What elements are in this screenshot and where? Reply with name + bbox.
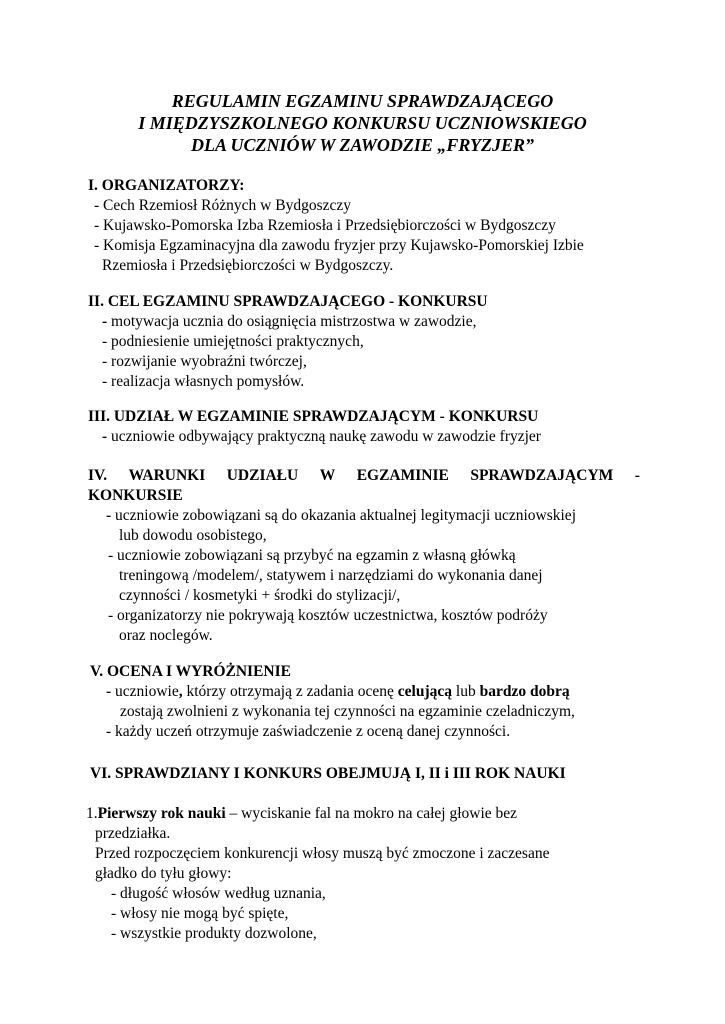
section-goal — [88, 292, 648, 392]
numbered-item — [86, 804, 646, 824]
section-heading: II. CEL EGZAMINU SPRAWDZAJĄCEGO - KONKURSU — [88, 293, 488, 310]
section-participation — [88, 407, 648, 447]
section-heading: V. OCENA I WYRÓŻNIENIE — [90, 663, 291, 680]
item-text: – wyciskanie fal na mokro na całej głowie bez — [225, 805, 518, 822]
list-item: - uczniowie zobowiązani są przybyć na egzamin z własną główką — [108, 547, 516, 564]
list-item: - każdy uczeń otrzymuje zaświadczenie z oceną danej czynności. — [106, 723, 511, 740]
heading-word: EGZAMINIE — [356, 467, 449, 484]
section-heading: I. ORGANIZATORZY: — [88, 177, 245, 194]
list-item — [88, 427, 648, 447]
list-item: - Komisja Egzaminacyjna dla zawodu fryzjer przy Kujawsko-Pomorskiej Izbie — [94, 237, 584, 254]
list-item-text: uczniowie odbywający praktyczną naukę zawodu w zawodzie fryzjer — [111, 428, 541, 445]
section-first-year — [86, 804, 646, 944]
section-heading: III. UDZIAŁ W EGZAMINIE SPRAWDZAJĄCYM - KONKURSU — [88, 408, 539, 425]
paragraph-line: Przed rozpoczęciem konkurencji włosy muszą być zmoczone i zaczesane — [95, 845, 550, 862]
title-line-2: I MIĘDZYSZKOLNEGO KONKURSU UCZNIOWSKIEGO — [138, 113, 587, 133]
document-title — [60, 90, 665, 156]
list-item: - uczniowie, którzy otrzymają z zadania ocenę celującą lub bardzo dobrą — [106, 683, 570, 700]
section-conditions — [88, 466, 648, 646]
list-item-text: uczniowie zobowiązani są do okazania aktualnej legitymacji uczniowskiej — [115, 507, 576, 524]
bullet-dash: - — [106, 683, 112, 700]
heading-word: IV. — [88, 467, 108, 484]
paragraph-line: gładko do tyłu głowy: — [95, 865, 232, 882]
heading-word: WARUNKI — [128, 467, 206, 484]
bullet-dash: - — [106, 507, 112, 524]
heading-word: SPRAWDZAJĄCYM — [470, 467, 614, 484]
paragraph-line: przedziałka. — [95, 825, 171, 842]
list-item: - realizacja własnych pomysłów. — [102, 373, 305, 390]
list-item — [88, 312, 648, 332]
list-item: - włosy nie mogą być spięte, — [111, 905, 289, 922]
section-heading-line-2: KONKURSIE — [88, 487, 183, 504]
list-item — [88, 506, 648, 526]
list-item: - wszystkie produkty dozwolone, — [111, 925, 317, 942]
section-heading — [88, 466, 640, 486]
list-item-continuation: treningową /modelem/, statywem i narzędziami do wykonania danej — [119, 567, 543, 584]
list-item-continuation: Rzemiosła i Przedsiębiorczości w Bydgoszczy. — [102, 257, 394, 274]
section-assessment — [90, 662, 650, 742]
list-item: - podniesienie umiejętności praktycznych, — [102, 333, 364, 350]
list-item-continuation: zostają zwolnieni z wykonania tej czynności na egzaminie czeladniczym, — [120, 703, 575, 720]
list-item-continuation: lub dowodu osobistego, — [119, 527, 267, 544]
section-heading: VI. SPRAWDZIANY I KONKURS OBEJMUJĄ I, II i III ROK NAUKI — [90, 765, 566, 782]
grade-celujaca: celującą — [397, 683, 453, 700]
heading-word: - — [634, 467, 640, 484]
list-item: - organizatorzy nie pokrywają kosztów uczestnictwa, kosztów podróży — [108, 607, 548, 624]
bullet-dash: - — [102, 428, 108, 445]
list-item: - Cech Rzemiosł Różnych w Bydgoszczy — [94, 197, 351, 214]
list-item: - Kujawsko-Pomorska Izba Rzemiosła i Przedsiębiorczości w Bydgoszczy — [94, 217, 556, 234]
item-number: 1. — [86, 805, 98, 822]
heading-word: UDZIAŁU — [226, 467, 299, 484]
list-item: - rozwijanie wyobraźni twórczej, — [102, 353, 307, 370]
section-years — [90, 764, 650, 784]
grade-bardzo-dobra: bardzo dobrą — [479, 683, 570, 700]
bullet-dash: - — [102, 313, 108, 330]
list-item-text: motywacja ucznia do osiągnięcia mistrzostwa w zawodzie, — [111, 313, 477, 330]
title-line-1: REGULAMIN EGZAMINU SPRAWDZAJĄCEGO — [171, 91, 554, 111]
list-item-continuation: oraz noclegów. — [119, 627, 213, 644]
heading-word: W — [319, 467, 336, 484]
section-organizers — [88, 176, 648, 276]
list-item: - długość włosów według uznania, — [111, 885, 326, 902]
item-title: Pierwszy rok nauki — [97, 805, 226, 822]
title-line-3: DLA UCZNIÓW W ZAWODZIE „FRYZJER” — [190, 135, 535, 155]
list-item-continuation: czynności / kosmetyki + środki do stylizacji/, — [119, 587, 401, 604]
